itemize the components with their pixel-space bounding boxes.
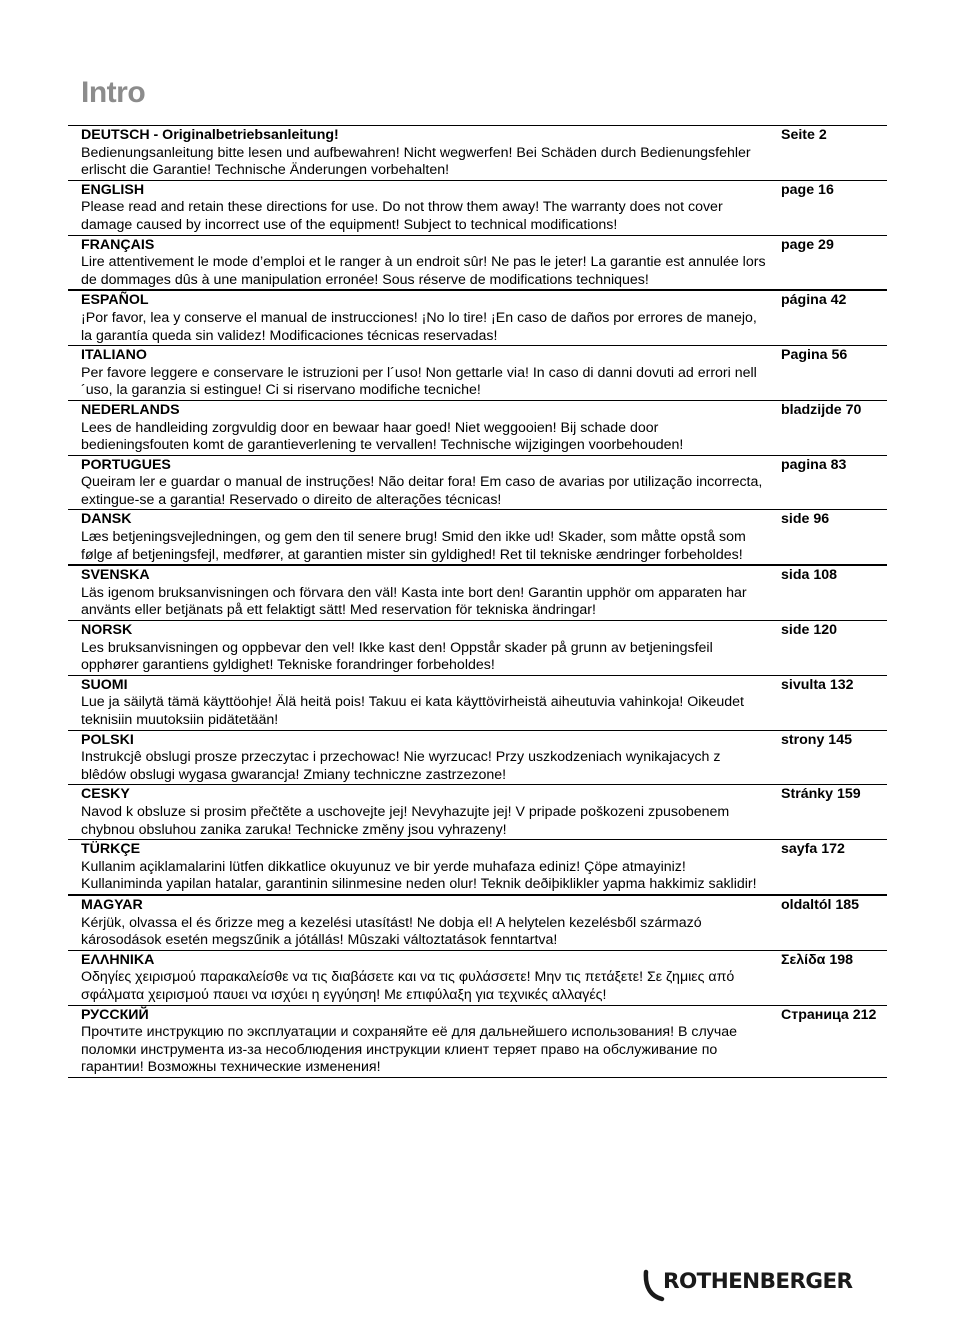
language-notice: Læs betjeningsvejledningen, og gem den til senere brug! Smid den ikke ud! Skader, som måtte opstå som følge af betjeningsfejl, medfører, at garantien mister sin gyldighed! Ret til tekniske ændringer forbeholdes! [81, 529, 746, 563]
language-notice: Прочтите инструкцию по эксплуатации и сохраняйте её для дальнейшего использования! В случае поломки инструмента из-за несоблюдения инструкции клиент теряет право на обслуживание по гарантии! Возможны технические изменения! [81, 1024, 738, 1076]
language-notice: Bedienungsanleitung bitte lesen und aufbewahren! Nicht wegwerfen! Bei Schäden durch Bedienungsfehler erlischt die Garantie! Technische Änderungen vorbehalten! [81, 144, 751, 179]
language-heading: PORTUGUES [81, 456, 171, 473]
language-heading: NEDERLANDS [81, 401, 180, 418]
language-notice: Please read and retain these directions for use. Do not throw them away! The warranty does not cover damage caused by incorrect use of the equipment! Subject to technical modifications! [81, 199, 723, 233]
language-notice: Navod k obsluze si prosim přečtěte a uschovejte jej! Nevyhazujte jej! V pripade poškozeni zpusobenem chybnou obsluhou zanika zaruka! Technicke změny jsou vyhrazeny! [81, 803, 730, 838]
page-reference: page 16 [781, 181, 834, 198]
language-notice: Queiram ler e guardar o manual de instruções! Não deitar fora! Em caso de avarias por utilização incorrecta, extingue-se a garantia! Reservado o direito de alterações técnicas! [81, 474, 763, 508]
language-notice: Lees de handleiding zorgvuldig door en bewaar haar goed! Niet weggooien! Bij schade door bedieningsfouten komt de garantieverlening te vervallen! Technische wijzigingen voorbehouden! [81, 419, 684, 454]
language-heading: TÜRKÇE [81, 841, 141, 858]
toc-row [68, 235, 887, 290]
page-title: Intro [81, 76, 146, 109]
page-reference: Seite 2 [781, 127, 827, 143]
logo-wordmark: ROTHENBERGER [663, 1269, 853, 1294]
toc-row [68, 620, 887, 675]
language-toc [68, 125, 887, 1078]
language-heading: DEUTSCH - Originalbetriebsanleitung! [81, 127, 339, 143]
page-reference: side 120 [781, 622, 838, 639]
language-heading: MAGYAR [81, 896, 143, 913]
language-heading: ESPAÑOL [81, 292, 149, 309]
toc-row [68, 675, 887, 730]
page-reference: pagina 83 [781, 456, 847, 473]
language-notice: Per favore leggere e conservare le istruzioni per l´uso! Non gettarle via! In caso di danni dovuti ad errori nell´uso, la garanzia si estingue! Ci si riservano modifiche tecniche! [81, 364, 757, 399]
toc-row [68, 1005, 887, 1078]
page-reference: Pagina 56 [781, 347, 848, 364]
toc-row [68, 345, 887, 400]
language-notice: Lire attentivement le mode d’emploi et le ranger à un endroit sûr! Ne pas le jeter! La garantie est annulée lors de dommages dûs à une manipulation erronée! Sous réserve de modifications techniques! [81, 254, 766, 288]
language-notice: Οδηγίες χειρισμού παρακαλείσθε να τις διαβάσετε και να τις φυλάσσετε! Μην τις πετάξετε! Σε ζημιες από σφάλματα χειρισμού παυει να ισχύει η εγγύηση! Με επιφύλαξη για τεχνικές αλλαγές! [81, 969, 735, 1003]
page-reference: strony 145 [781, 731, 852, 748]
rothenberger-logo [642, 1266, 880, 1306]
language-heading: SUOMI [81, 676, 128, 693]
page-reference: página 42 [781, 292, 847, 309]
toc-row [68, 125, 887, 180]
page-reference: page 29 [781, 236, 834, 253]
language-notice: ¡Por favor, lea y conserve el manual de instrucciones! ¡No lo tire! ¡En caso de daños por errores de manejo, la garantía queda sin validez! Modificaciones técnicas reservadas! [81, 309, 757, 344]
language-notice: Les bruksanvisningen og oppbevar den vel! Ikke kast den! Oppstår skader på grunn av betjeningsfeil opphører garantiens gyldighet! Tekniske forandringer forbeholdes! [81, 639, 713, 674]
language-heading: ΕΛΛΗΝΙΚΑ [81, 951, 155, 968]
page-reference: sivulta 132 [781, 676, 854, 693]
page-reference: bladzijde 70 [781, 401, 862, 418]
toc-row [68, 839, 887, 894]
toc-row [68, 894, 887, 950]
language-heading: РУССКИЙ [81, 1006, 149, 1023]
toc-row [68, 455, 887, 510]
page-reference: Страница 212 [781, 1006, 877, 1023]
language-heading: NORSK [81, 622, 133, 639]
toc-row [68, 400, 887, 455]
language-heading: ENGLISH [81, 181, 145, 198]
toc-row [68, 784, 887, 839]
toc-row [68, 950, 887, 1005]
toc-row [68, 730, 887, 785]
language-heading: DANSK [81, 511, 132, 528]
toc-row [68, 564, 887, 620]
language-notice: Instrukcjê obslugi prosze przeczytac i przechowac! Nie wyrzucac! Przy uszkodzeniach wynikajacych z blêdów obslugi wygasa gwarancja! Zmiany techniczne zastrzezone! [81, 749, 721, 783]
language-heading: POLSKI [81, 731, 134, 748]
language-heading: SVENSKA [81, 567, 150, 584]
page-reference: oldaltól 185 [781, 896, 860, 913]
language-notice: Lue ja säilytä tämä käyttöohje! Älä heitä pois! Takuu ei kata käyttövirheistä aiheutuvia vahinkoja! Oikeudet teknisiin muutoksiin pidätetään! [81, 694, 745, 728]
language-heading: ITALIANO [81, 347, 147, 364]
page-reference: sida 108 [781, 567, 838, 584]
toc-row [68, 289, 887, 345]
page-reference: side 96 [781, 511, 830, 528]
language-heading: FRANÇAIS [81, 236, 155, 253]
language-notice: Kérjük, olvassa el és őrizze meg a kezelési utasítást! Ne dobja el! A helytelen kezelésből származó károsodások esetén megszűnik a jótállás! Mûszaki változtatások fenntartva! [81, 914, 702, 949]
page-reference: Stránky 159 [781, 786, 861, 803]
page-reference: Σελίδα 198 [781, 951, 854, 968]
language-notice: Kullanim açiklamalarini lütfen dikkatlice okuyunuz ve bir yerde muhafaza ediniz! Çöpe atmayiniz! Kullaniminda yapilan hatalar, garantinin silinmesine neden olur! Teknik deðiþiklikler yapma hakkimiz saklidir! [81, 858, 757, 893]
toc-row [68, 180, 887, 235]
language-heading: CESKY [81, 786, 130, 803]
toc-row [68, 509, 887, 564]
page-reference: sayfa 172 [781, 841, 845, 858]
language-notice: Läs igenom bruksanvisningen och förvara den väl! Kasta inte bort den! Garantin upphör om apparaten har använts eller betjänats på ett felaktigt sätt! Med reservation för tekniska ändringar! [81, 584, 747, 619]
